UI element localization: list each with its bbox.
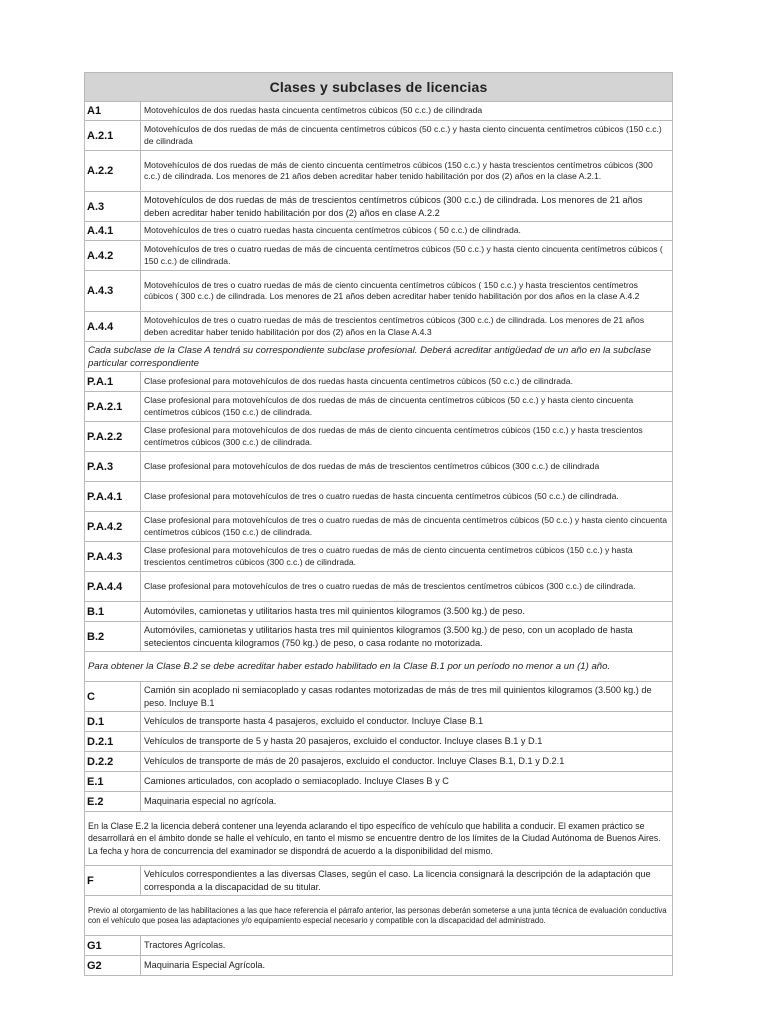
table-row [85,622,673,652]
class-description: Camiones articulados, con acoplado o semiacoplado. Incluye Clases B y C [141,772,673,792]
class-description: Vehículos correspondientes a las diversas Clases, según el caso. La licencia consignará la descripción de la adaptación que corresponda a la discapacidad de su titular. [141,866,673,896]
class-description: Clase profesional para motovehículos de dos ruedas de más de trescientos centímetros cúbicos (300 c.c.) de cilindrada [141,452,673,482]
table-row [85,312,673,342]
class-code: D.2.2 [85,752,141,772]
class-code: P.A.4.2 [85,512,141,542]
class-code: F [85,866,141,896]
note-row [85,812,673,866]
class-description: Automóviles, camionetas y utilitarios hasta tres mil quinientos kilogramos (3.500 kg.) de peso, con un acoplado de hasta setecientos cincuenta kilogramos (750 kg.) de peso, o casa rodante no motorizada. [141,622,673,652]
class-description: Motovehículos de dos ruedas hasta cincuenta centímetros cúbicos (50 c.c.) de cilindrada [141,102,673,121]
class-description: Clase profesional para motovehículos de tres o cuatro ruedas de más de trescientos centímetros cúbicos (300 c.c.) de cilindrada. [141,572,673,602]
table-row [85,222,673,241]
page-title: Clases y subclases de licencias [85,73,673,102]
class-code: D.2.1 [85,732,141,752]
class-code: P.A.1 [85,372,141,392]
class-code: A.4.2 [85,241,141,271]
class-code: P.A.4.4 [85,572,141,602]
class-description: Vehículos de transporte hasta 4 pasajeros, excluido el conductor. Incluye Clase B.1 [141,712,673,732]
professional-subclass-note: Cada subclase de la Clase A tendrá su correspondiente subclase profesional. Deberá acreditar antigüedad de un año en la subclase particular correspondiente [85,342,673,372]
class-code: P.A.4.1 [85,482,141,512]
class-code: P.A.2.2 [85,422,141,452]
licenses-document [84,72,672,976]
table-row [85,452,673,482]
table-row [85,271,673,312]
table-row [85,572,673,602]
class-description: Clase profesional para motovehículos de tres o cuatro ruedas de más de cincuenta centímetros cúbicos (50 c.c.) y hasta ciento cincuenta centímetros cúbicos (150 c.c.) de cilindrada. [141,512,673,542]
class-f-note: Previo al otorgamiento de las habilitaciones a las que hace referencia el párrafo anterior, las personas deberán someterse a una junta técnica de evaluación conductiva con el vehículo que posea las adaptaciones y/o equipamiento especial necesario y compatible con la discapacidad del administrado. [85,896,673,936]
table-row [85,151,673,192]
class-description: Motovehículos de tres o cuatro ruedas hasta cincuenta centímetros cúbicos ( 50 c.c.) de cilindrada. [141,222,673,241]
class-code: A.2.1 [85,121,141,151]
table-row [85,102,673,121]
class-description: Clase profesional para motovehículos de tres o cuatro ruedas de más de ciento cincuenta centímetros cúbicos (150 c.c.) y hasta trescientos centímetros cúbicos (300 c.c.) de cilindrada. [141,542,673,572]
class-description: Clase profesional para motovehículos de dos ruedas de más de cincuenta centímetros cúbicos (50 c.c.) y hasta ciento cincuenta centímetros cúbicos (150 c.c.) de cilindrada. [141,392,673,422]
note-row [85,896,673,936]
table-row [85,866,673,896]
class-code: A.4.4 [85,312,141,342]
table-row [85,422,673,452]
table-row [85,192,673,222]
class-code: A1 [85,102,141,121]
class-description: Clase profesional para motovehículos de tres o cuatro ruedas de hasta cincuenta centímetros cúbicos (50 c.c.) de cilindrada. [141,482,673,512]
note-row [85,652,673,682]
class-description: Clase profesional para motovehículos de dos ruedas hasta cincuenta centímetros cúbicos (50 c.c.) de cilindrada. [141,372,673,392]
title-row [85,73,673,102]
class-code: B.2 [85,622,141,652]
note-row [85,342,673,372]
class-code: A.4.1 [85,222,141,241]
class-e2-note: En la Clase E.2 la licencia deberá contener una leyenda aclarando el tipo específico de vehículo que habilita a conducir. El examen práctico se desarrollará en el ámbito donde se halle el vehículo, en tanto el mismo se encuentre dentro de los límites de la Ciudad Autónoma de Buenos Aires. La fecha y hora de concurrencia del examinador se dispondrá de acuerdo a la disponibilidad del mismo. [85,812,673,866]
table-row [85,732,673,752]
class-description: Maquinaria Especial Agrícola. [141,956,673,976]
class-description: Clase profesional para motovehículos de dos ruedas de más de ciento cincuenta centímetros cúbicos (150 c.c.) y hasta trescientos centímetros cúbicos (300 c.c.) de cilindrada. [141,422,673,452]
class-description: Motovehículos de tres o cuatro ruedas de más de ciento cincuenta centímetros cúbicos ( 150 c.c.) y hasta trescientos centímetros cúbicos ( 300 c.c.) de cilindrada. Los menores de 21 años deben acreditar haber tenido habilitación por dos años en la clase A.4.2 [141,271,673,312]
table-row [85,956,673,976]
class-code: G2 [85,956,141,976]
table-row [85,392,673,422]
class-code: C [85,682,141,712]
class-description: Vehículos de transporte de 5 y hasta 20 pasajeros, excluido el conductor. Incluye clases B.1 y D.1 [141,732,673,752]
table-row [85,752,673,772]
table-row [85,372,673,392]
class-description: Tractores Agrícolas. [141,936,673,956]
class-description: Motovehículos de tres o cuatro ruedas de más de trescientos centímetros cúbicos (300 c.c.) de cilindrada. Los menores de 21 años deben acreditar haber tenido habilitación por dos (2) años en la Clase A.4.3 [141,312,673,342]
class-b2-note: Para obtener la Clase B.2 se debe acreditar haber estado habilitado en la Clase B.1 por un período no menor a un (1) año. [85,652,673,682]
table-row [85,241,673,271]
class-code: P.A.4.3 [85,542,141,572]
class-description: Maquinaria especial no agrícola. [141,792,673,812]
table-row [85,712,673,732]
class-code: D.1 [85,712,141,732]
table-row [85,792,673,812]
class-code: A.3 [85,192,141,222]
class-description: Motovehículos de dos ruedas de más de trescientos centímetros cúbicos (300 c.c.) de cilindrada. Los menores de 21 años deben acreditar haber tenido habilitación por dos (2) años en clase A.2.2 [141,192,673,222]
class-code: E.2 [85,792,141,812]
class-description: Camión sin acoplado ni semiacoplado y casas rodantes motorizadas de más de tres mil quinientos kilogramos (3.500 kg.) de peso. Incluye B.1 [141,682,673,712]
class-code: P.A.2.1 [85,392,141,422]
class-description: Motovehículos de tres o cuatro ruedas de más de cincuenta centímetros cúbicos (50 c.c.) y hasta ciento cincuenta centímetros cúbicos ( 150 c.c.) de cilindrada. [141,241,673,271]
table-row [85,482,673,512]
table-row [85,936,673,956]
licenses-table [84,72,673,976]
class-code: P.A.3 [85,452,141,482]
class-code: A.2.2 [85,151,141,192]
class-code: E.1 [85,772,141,792]
class-description: Motovehículos de dos ruedas de más de ciento cincuenta centímetros cúbicos (150 c.c.) y hasta trescientos centímetros cúbicos (300 c.c.) de cilindrada. Los menores de 21 años deben acreditar haber tenido habilitación por dos (2) años en la clase A.2.1. [141,151,673,192]
table-row [85,121,673,151]
table-row [85,602,673,622]
class-description: Motovehículos de dos ruedas de más de cincuenta centímetros cúbicos (50 c.c.) y hasta ciento cincuenta centímetros cúbicos (150 c.c.) de cilindrada [141,121,673,151]
class-code: A.4.3 [85,271,141,312]
class-code: G1 [85,936,141,956]
table-row [85,772,673,792]
table-row [85,682,673,712]
class-code: B.1 [85,602,141,622]
table-row [85,542,673,572]
class-description: Vehículos de transporte de más de 20 pasajeros, excluido el conductor. Incluye Clases B.1, D.1 y D.2.1 [141,752,673,772]
class-description: Automóviles, camionetas y utilitarios hasta tres mil quinientos kilogramos (3.500 kg.) de peso. [141,602,673,622]
table-row [85,512,673,542]
